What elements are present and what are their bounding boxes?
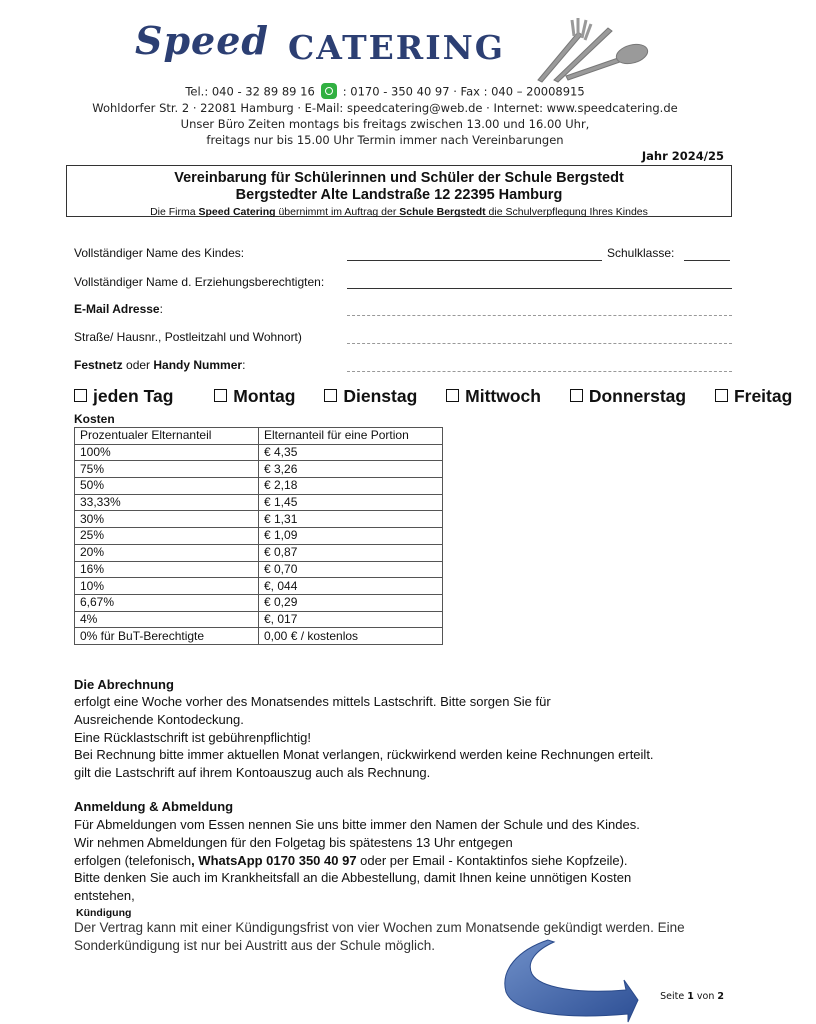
cost-price-cell: € 0,70 <box>259 561 443 578</box>
cost-percentage-cell: 20% <box>75 544 259 561</box>
school-class-field[interactable] <box>684 260 730 261</box>
email-label: E-Mail Adresse: <box>74 302 163 316</box>
cost-percentage-cell: 50% <box>75 478 259 495</box>
cost-price-cell: € 0,87 <box>259 544 443 561</box>
header-hours-2: freitags nur bis 15.00 Uhr Termin immer nach Vereinbarungen <box>206 133 564 147</box>
cost-table-header <box>75 428 443 445</box>
checkbox-monday[interactable] <box>214 389 227 402</box>
cost-row <box>75 578 443 595</box>
agreement-subtitle: Die Firma Speed Catering übernimmt im Auftrag der Schule Bergstedt die Schulverpflegung Ihres Kindes <box>150 206 648 218</box>
guardian-name-label: Vollständiger Name d. Erziehungsberechtigten: <box>74 275 325 289</box>
cost-row <box>75 561 443 578</box>
whatsapp-icon <box>321 83 337 99</box>
logo-speed-text: Speed <box>135 18 269 63</box>
cost-row <box>75 494 443 511</box>
header-portion-price: Elternanteil für eine Portion <box>259 428 443 445</box>
cost-price-cell: € 2,18 <box>259 478 443 495</box>
cost-row <box>75 611 443 628</box>
checkbox-tuesday[interactable] <box>324 389 337 402</box>
cost-row <box>75 511 443 528</box>
page-curl-arrow-icon[interactable] <box>488 922 748 1024</box>
cost-percentage-cell: 25% <box>75 528 259 545</box>
cost-percentage-cell: 16% <box>75 561 259 578</box>
cost-percentage-cell: 4% <box>75 611 259 628</box>
cost-row <box>75 544 443 561</box>
billing-text: erfolgt eine Woche vorher des Monatsendes mittels Lastschrift. Bitte sorgen Sie für Ausreichende Kontodeckung. Eine Rücklastschrift ist gebührenpflichtig! Bei Rechnung bitte immer aktuellen Monat verlangen, rückwirkend werden keine Rechnungen erteilt. gilt die Lastschrift auf ihrem Kontoauszug auch als Rechnung. <box>74 694 654 781</box>
cost-row <box>75 444 443 461</box>
header-percentage: Prozentualer Elternanteil <box>75 428 259 445</box>
checkbox-wednesday[interactable] <box>446 389 459 402</box>
cost-percentage-cell: 0% für BuT-Berechtigte <box>75 628 259 645</box>
cost-percentage-cell: 10% <box>75 578 259 595</box>
cost-row <box>75 478 443 495</box>
cost-percentage-cell: 6,67% <box>75 594 259 611</box>
header-contact-line <box>0 84 770 100</box>
termination-text: Der Vertrag kann mit einer Kündigungsfrist von vier Wochen zum Monatsende gekündigt werden. Eine Sonderkündigung ist nur bei Austritt aus der Schule möglich. <box>74 920 685 953</box>
day-option-thursday[interactable]: Donnerstag <box>570 386 698 406</box>
day-option-wednesday[interactable]: Mittwoch <box>446 386 553 406</box>
header-mobile-fax: : 0170 - 350 40 97 · Fax : 040 – 20008915 <box>342 84 585 99</box>
cost-price-cell: € 1,45 <box>259 494 443 511</box>
registration-title: Anmeldung & Abmeldung <box>74 799 234 814</box>
cost-percentage-cell: 30% <box>75 511 259 528</box>
address-field[interactable] <box>347 343 732 344</box>
costs-title: Kosten <box>74 412 115 426</box>
phone-label: Festnetz oder Handy Nummer: <box>74 358 246 372</box>
cost-price-cell: €, 017 <box>259 611 443 628</box>
school-address: Bergstedter Alte Landstraße 12 22395 Hamburg <box>235 187 563 203</box>
header-address: Wohldorfer Str. 2 · 22081 Hamburg · E-Mail: speedcatering@web.de · Internet: www.speedcatering.de <box>92 101 678 115</box>
address-label: Straße/ Hausnr., Postleitzahl und Wohnort) <box>74 330 302 344</box>
day-option-friday[interactable]: Freitag <box>715 386 804 406</box>
agreement-title: Vereinbarung für Schülerinnen und Schüler der Schule Bergstedt <box>174 170 624 186</box>
logo-catering-text: CATERING <box>288 28 505 67</box>
cost-price-cell: € 0,29 <box>259 594 443 611</box>
cutlery-icon <box>520 14 655 84</box>
agreement-title-box <box>66 165 732 217</box>
cost-row <box>75 461 443 478</box>
cost-row <box>75 594 443 611</box>
checkbox-thursday[interactable] <box>570 389 583 402</box>
cost-price-cell: € 1,09 <box>259 528 443 545</box>
page-indicator: Seite 1 von 2 <box>660 991 724 1002</box>
cost-price-cell: € 4,35 <box>259 444 443 461</box>
cost-price-cell: €, 044 <box>259 578 443 595</box>
email-field[interactable] <box>347 315 732 316</box>
checkbox-every-day[interactable] <box>74 389 87 402</box>
cost-percentage-cell: 100% <box>75 444 259 461</box>
termination-title: Kündigung <box>76 907 132 919</box>
header-tel: Tel.: 040 - 32 89 89 16 <box>185 84 315 99</box>
cost-percentage-cell: 33,33% <box>75 494 259 511</box>
cost-percentage-cell: 75% <box>75 461 259 478</box>
cost-row <box>75 528 443 545</box>
day-option-tuesday[interactable]: Dienstag <box>324 386 429 406</box>
day-option-every-day[interactable]: jeden Tag <box>74 386 185 406</box>
day-selection <box>74 386 816 407</box>
cost-table <box>74 427 443 645</box>
cost-price-cell: 0,00 € / kostenlos <box>259 628 443 645</box>
checkbox-friday[interactable] <box>715 389 728 402</box>
school-year: Jahr 2024/25 <box>641 149 724 163</box>
cost-price-cell: € 1,31 <box>259 511 443 528</box>
cost-price-cell: € 3,26 <box>259 461 443 478</box>
phone-field[interactable] <box>347 371 732 372</box>
header-hours-1: Unser Büro Zeiten montags bis freitags zwischen 13.00 und 16.00 Uhr, <box>180 117 590 131</box>
child-name-label: Vollständiger Name des Kindes: <box>74 246 245 260</box>
billing-title: Die Abrechnung <box>74 677 174 692</box>
cost-row <box>75 628 443 645</box>
guardian-name-field[interactable] <box>347 288 732 289</box>
school-class-label: Schulklasse: <box>607 246 675 260</box>
child-name-field[interactable] <box>347 260 602 261</box>
day-option-monday[interactable]: Montag <box>214 386 307 406</box>
registration-text: Für Abmeldungen vom Essen nennen Sie uns bitte immer den Namen der Schule und des Kindes. Wir nehmen Abmeldungen für den Folgetag bis spätestens 13 Uhr entgegen erfolgen (telefonisch, WhatsApp 0170 350 40 97 oder per Email - Kontaktinfos siehe Kopfzeile). Bitte denken Sie auch im Krankheitsfall an die Abbestellung, damit Ihnen keine unnötigen Kosten entstehen, <box>74 817 640 904</box>
